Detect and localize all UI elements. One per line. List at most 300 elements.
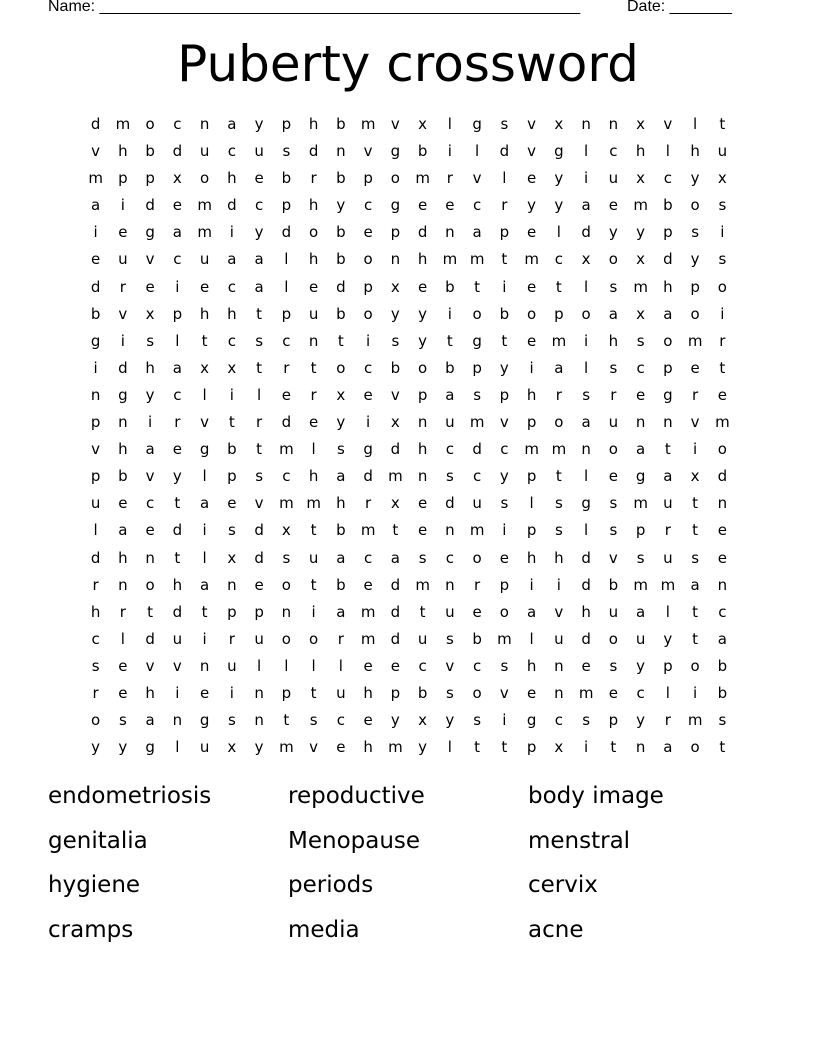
grid-cell[interactable]: y: [118, 738, 128, 757]
grid-cell[interactable]: c: [500, 440, 509, 459]
grid-cell[interactable]: l: [529, 629, 534, 648]
grid-cell[interactable]: h: [608, 331, 619, 350]
grid-cell[interactable]: a: [91, 196, 101, 215]
grid-cell[interactable]: m: [469, 413, 485, 432]
grid-cell[interactable]: a: [581, 413, 591, 432]
grid-cell[interactable]: x: [636, 169, 646, 188]
grid-cell[interactable]: v: [200, 413, 210, 432]
grid-cell[interactable]: y: [336, 196, 346, 215]
grid-cell[interactable]: n: [581, 440, 591, 459]
grid-cell[interactable]: o: [690, 196, 700, 215]
grid-cell[interactable]: u: [254, 629, 264, 648]
grid-cell[interactable]: d: [581, 223, 591, 242]
grid-cell[interactable]: i: [447, 142, 452, 161]
grid-cell[interactable]: t: [256, 440, 263, 459]
grid-cell[interactable]: d: [581, 575, 591, 594]
grid-cell[interactable]: r: [174, 413, 181, 432]
grid-cell[interactable]: u: [608, 413, 619, 432]
grid-cell[interactable]: e: [418, 196, 428, 215]
grid-cell[interactable]: a: [445, 385, 455, 404]
grid-cell[interactable]: y: [445, 711, 455, 730]
grid-cell[interactable]: p: [663, 223, 673, 242]
grid-cell[interactable]: n: [635, 738, 646, 757]
grid-cell[interactable]: p: [227, 467, 237, 486]
grid-cell[interactable]: b: [281, 169, 292, 188]
grid-cell[interactable]: n: [281, 602, 292, 621]
grid-cell[interactable]: a: [200, 494, 210, 513]
grid-cell[interactable]: c: [227, 277, 236, 296]
grid-cell[interactable]: u: [118, 250, 128, 269]
grid-cell[interactable]: p: [90, 413, 101, 432]
grid-cell[interactable]: h: [690, 142, 700, 161]
grid-cell[interactable]: x: [636, 250, 646, 269]
grid-cell[interactable]: v: [172, 656, 182, 675]
grid-cell[interactable]: u: [717, 142, 728, 161]
grid-cell[interactable]: e: [636, 385, 646, 404]
grid-cell[interactable]: t: [201, 331, 208, 350]
grid-cell[interactable]: a: [472, 223, 482, 242]
grid-cell[interactable]: x: [390, 277, 400, 296]
grid-cell[interactable]: c: [146, 494, 155, 513]
grid-cell[interactable]: m: [279, 494, 294, 513]
grid-cell[interactable]: g: [663, 385, 673, 404]
grid-cell[interactable]: d: [499, 142, 510, 161]
grid-cell[interactable]: i: [93, 223, 98, 242]
grid-cell[interactable]: a: [690, 575, 700, 594]
grid-cell[interactable]: h: [526, 548, 537, 567]
grid-cell[interactable]: s: [609, 656, 618, 675]
grid-cell[interactable]: l: [175, 738, 180, 757]
grid-cell[interactable]: r: [256, 413, 263, 432]
grid-cell[interactable]: m: [497, 629, 512, 648]
grid-cell[interactable]: b: [417, 142, 428, 161]
grid-cell[interactable]: m: [551, 440, 567, 459]
grid-cell[interactable]: l: [502, 169, 507, 188]
grid-cell[interactable]: u: [172, 629, 183, 648]
grid-cell[interactable]: u: [199, 142, 210, 161]
grid-cell[interactable]: o: [418, 358, 428, 377]
grid-cell[interactable]: c: [364, 548, 373, 567]
grid-cell[interactable]: r: [337, 629, 344, 648]
grid-cell[interactable]: n: [554, 656, 564, 675]
grid-cell[interactable]: h: [90, 602, 101, 621]
grid-cell[interactable]: n: [417, 467, 428, 486]
grid-cell[interactable]: x: [636, 304, 646, 323]
grid-cell[interactable]: c: [663, 169, 672, 188]
grid-cell[interactable]: h: [145, 358, 155, 377]
grid-cell[interactable]: x: [717, 169, 727, 188]
grid-cell[interactable]: b: [717, 656, 728, 675]
grid-cell[interactable]: v: [499, 413, 509, 432]
grid-cell[interactable]: x: [554, 738, 564, 757]
grid-cell[interactable]: p: [145, 169, 155, 188]
grid-cell[interactable]: n: [227, 575, 237, 594]
grid-cell[interactable]: s: [336, 440, 345, 459]
grid-cell[interactable]: v: [390, 115, 400, 133]
grid-cell[interactable]: i: [584, 169, 589, 188]
grid-cell[interactable]: b: [336, 304, 346, 323]
grid-cell[interactable]: g: [199, 711, 210, 730]
grid-cell[interactable]: y: [663, 629, 673, 648]
grid-cell[interactable]: b: [145, 142, 155, 161]
grid-cell[interactable]: s: [691, 548, 700, 567]
grid-cell[interactable]: o: [608, 629, 618, 648]
grid-cell[interactable]: p: [526, 738, 537, 757]
grid-cell[interactable]: r: [92, 575, 99, 594]
grid-cell[interactable]: r: [664, 521, 671, 540]
grid-cell[interactable]: i: [529, 358, 534, 377]
grid-cell[interactable]: b: [336, 575, 346, 594]
grid-cell[interactable]: i: [229, 385, 234, 404]
grid-cell[interactable]: y: [336, 413, 346, 432]
grid-cell[interactable]: t: [174, 494, 181, 513]
grid-cell[interactable]: x: [554, 115, 564, 133]
grid-cell[interactable]: o: [608, 440, 618, 459]
grid-cell[interactable]: n: [336, 142, 346, 161]
grid-cell[interactable]: d: [145, 196, 155, 215]
grid-cell[interactable]: d: [172, 142, 183, 161]
grid-cell[interactable]: l: [529, 494, 534, 513]
grid-cell[interactable]: p: [417, 385, 428, 404]
grid-cell[interactable]: b: [445, 277, 455, 296]
grid-cell[interactable]: o: [145, 115, 155, 133]
grid-cell[interactable]: i: [366, 331, 371, 350]
grid-cell[interactable]: d: [390, 629, 401, 648]
grid-cell[interactable]: t: [174, 548, 181, 567]
grid-cell[interactable]: h: [199, 304, 210, 323]
grid-cell[interactable]: y: [499, 358, 509, 377]
grid-cell[interactable]: c: [554, 711, 563, 730]
grid-cell[interactable]: p: [281, 115, 292, 133]
grid-cell[interactable]: p: [499, 575, 510, 594]
grid-cell[interactable]: e: [690, 358, 700, 377]
grid-cell[interactable]: y: [636, 656, 646, 675]
grid-cell[interactable]: e: [418, 494, 428, 513]
grid-cell[interactable]: p: [172, 304, 183, 323]
grid-cell[interactable]: x: [390, 413, 400, 432]
grid-cell[interactable]: u: [608, 602, 619, 621]
grid-cell[interactable]: v: [254, 494, 264, 513]
grid-cell[interactable]: m: [415, 575, 430, 594]
grid-cell[interactable]: u: [445, 602, 455, 621]
grid-cell[interactable]: i: [584, 331, 589, 350]
grid-cell[interactable]: n: [717, 494, 728, 513]
grid-cell[interactable]: s: [609, 521, 618, 540]
grid-cell[interactable]: p: [254, 602, 264, 621]
grid-cell[interactable]: p: [472, 358, 482, 377]
grid-cell[interactable]: p: [690, 277, 700, 296]
grid-cell[interactable]: m: [551, 331, 567, 350]
grid-cell[interactable]: c: [636, 683, 645, 702]
grid-cell[interactable]: t: [692, 521, 699, 540]
grid-cell[interactable]: r: [610, 385, 617, 404]
grid-cell[interactable]: y: [636, 223, 646, 242]
grid-cell[interactable]: d: [227, 196, 237, 215]
grid-cell[interactable]: h: [363, 683, 373, 702]
grid-cell[interactable]: i: [175, 683, 180, 702]
grid-cell[interactable]: x: [227, 548, 237, 567]
grid-cell[interactable]: c: [364, 196, 373, 215]
grid-cell[interactable]: e: [527, 169, 537, 188]
grid-cell[interactable]: n: [635, 413, 646, 432]
grid-cell[interactable]: h: [554, 548, 564, 567]
grid-cell[interactable]: n: [663, 413, 673, 432]
grid-cell[interactable]: g: [390, 142, 401, 161]
grid-cell[interactable]: h: [227, 169, 237, 188]
grid-cell[interactable]: o: [281, 575, 291, 594]
grid-cell[interactable]: s: [309, 711, 318, 730]
grid-cell[interactable]: l: [257, 656, 262, 675]
grid-cell[interactable]: a: [717, 629, 727, 648]
grid-cell[interactable]: b: [336, 223, 346, 242]
grid-cell[interactable]: y: [690, 250, 700, 269]
grid-cell[interactable]: x: [636, 115, 646, 133]
grid-cell[interactable]: b: [336, 169, 346, 188]
grid-cell[interactable]: l: [556, 223, 561, 242]
grid-cell[interactable]: h: [663, 277, 673, 296]
grid-cell[interactable]: a: [663, 467, 673, 486]
grid-cell[interactable]: y: [390, 711, 400, 730]
grid-cell[interactable]: g: [363, 440, 373, 459]
grid-cell[interactable]: p: [526, 413, 537, 432]
grid-cell[interactable]: a: [254, 277, 264, 296]
grid-cell[interactable]: h: [417, 250, 428, 269]
grid-cell[interactable]: p: [554, 304, 564, 323]
grid-cell[interactable]: a: [145, 440, 155, 459]
grid-cell[interactable]: x: [281, 521, 291, 540]
grid-cell[interactable]: m: [524, 250, 539, 269]
grid-cell[interactable]: m: [197, 196, 212, 215]
grid-cell[interactable]: n: [390, 250, 401, 269]
grid-cell[interactable]: i: [202, 521, 207, 540]
grid-cell[interactable]: o: [91, 711, 101, 730]
grid-cell[interactable]: y: [608, 223, 618, 242]
grid-cell[interactable]: s: [118, 711, 127, 730]
grid-cell[interactable]: l: [447, 115, 452, 133]
grid-cell[interactable]: d: [663, 250, 673, 269]
grid-cell[interactable]: y: [254, 223, 264, 242]
grid-cell[interactable]: i: [502, 521, 507, 540]
grid-cell[interactable]: a: [554, 358, 564, 377]
grid-cell[interactable]: c: [282, 467, 291, 486]
grid-cell[interactable]: g: [118, 385, 128, 404]
grid-cell[interactable]: d: [581, 548, 591, 567]
grid-cell[interactable]: n: [717, 575, 728, 594]
grid-cell[interactable]: o: [309, 629, 319, 648]
grid-cell[interactable]: o: [363, 250, 373, 269]
grid-cell[interactable]: e: [309, 277, 319, 296]
grid-cell[interactable]: c: [473, 196, 482, 215]
grid-cell[interactable]: d: [363, 467, 373, 486]
grid-cell[interactable]: e: [717, 385, 727, 404]
grid-cell[interactable]: s: [146, 331, 155, 350]
grid-cell[interactable]: l: [284, 656, 289, 675]
grid-cell[interactable]: u: [472, 494, 482, 513]
grid-cell[interactable]: b: [336, 250, 346, 269]
grid-cell[interactable]: s: [554, 521, 563, 540]
grid-cell[interactable]: c: [255, 196, 264, 215]
grid-cell[interactable]: o: [717, 440, 727, 459]
grid-cell[interactable]: t: [501, 331, 508, 350]
grid-cell[interactable]: g: [472, 331, 482, 350]
grid-cell[interactable]: m: [197, 223, 212, 242]
grid-cell[interactable]: s: [500, 115, 509, 133]
grid-cell[interactable]: l: [584, 142, 589, 161]
grid-cell[interactable]: a: [227, 250, 237, 269]
grid-cell[interactable]: t: [446, 331, 453, 350]
grid-cell[interactable]: v: [554, 602, 564, 621]
grid-cell[interactable]: u: [308, 548, 319, 567]
grid-cell[interactable]: e: [91, 250, 101, 269]
grid-cell[interactable]: o: [499, 602, 509, 621]
grid-cell[interactable]: y: [145, 385, 155, 404]
grid-cell[interactable]: e: [499, 548, 509, 567]
grid-cell[interactable]: x: [418, 711, 428, 730]
grid-cell[interactable]: i: [447, 304, 452, 323]
grid-cell[interactable]: g: [581, 494, 591, 513]
grid-cell[interactable]: p: [663, 358, 673, 377]
grid-cell[interactable]: y: [418, 331, 428, 350]
grid-cell[interactable]: l: [284, 277, 289, 296]
grid-cell[interactable]: t: [692, 629, 699, 648]
grid-cell[interactable]: a: [390, 548, 400, 567]
grid-cell[interactable]: i: [720, 223, 725, 242]
grid-cell[interactable]: x: [690, 467, 700, 486]
grid-cell[interactable]: s: [227, 711, 236, 730]
grid-cell[interactable]: l: [202, 467, 207, 486]
grid-cell[interactable]: a: [172, 223, 182, 242]
grid-cell[interactable]: m: [687, 331, 703, 350]
grid-cell[interactable]: s: [609, 494, 618, 513]
grid-cell[interactable]: s: [691, 223, 700, 242]
grid-cell[interactable]: i: [229, 223, 234, 242]
grid-cell[interactable]: u: [663, 548, 673, 567]
grid-cell[interactable]: l: [665, 602, 670, 621]
grid-cell[interactable]: t: [474, 277, 481, 296]
grid-cell[interactable]: a: [581, 196, 591, 215]
grid-cell[interactable]: c: [227, 331, 236, 350]
grid-cell[interactable]: u: [608, 169, 619, 188]
grid-cell[interactable]: h: [118, 548, 128, 567]
grid-cell[interactable]: v: [445, 656, 455, 675]
grid-cell[interactable]: m: [279, 440, 294, 459]
grid-cell[interactable]: m: [360, 602, 376, 621]
grid-cell[interactable]: d: [390, 440, 401, 459]
grid-cell[interactable]: n: [199, 656, 210, 675]
grid-cell[interactable]: o: [336, 358, 346, 377]
grid-cell[interactable]: c: [554, 250, 563, 269]
grid-cell[interactable]: s: [91, 656, 100, 675]
grid-cell[interactable]: t: [501, 250, 508, 269]
grid-cell[interactable]: r: [446, 169, 453, 188]
grid-cell[interactable]: g: [390, 196, 401, 215]
grid-cell[interactable]: y: [554, 169, 564, 188]
grid-cell[interactable]: r: [310, 385, 317, 404]
grid-cell[interactable]: p: [281, 304, 292, 323]
grid-cell[interactable]: s: [636, 331, 645, 350]
date-field[interactable]: Date: _______: [627, 0, 732, 15]
grid-cell[interactable]: p: [281, 196, 292, 215]
grid-cell[interactable]: b: [336, 115, 346, 133]
grid-cell[interactable]: e: [445, 196, 455, 215]
grid-cell[interactable]: m: [633, 196, 648, 215]
grid-cell[interactable]: h: [363, 738, 373, 757]
grid-cell[interactable]: c: [173, 250, 182, 269]
grid-cell[interactable]: c: [173, 115, 182, 133]
grid-cell[interactable]: l: [584, 467, 589, 486]
grid-cell[interactable]: x: [172, 169, 182, 188]
grid-cell[interactable]: e: [527, 683, 537, 702]
grid-cell[interactable]: n: [308, 331, 319, 350]
grid-cell[interactable]: d: [90, 115, 101, 133]
grid-cell[interactable]: n: [254, 711, 264, 730]
grid-cell[interactable]: t: [664, 440, 671, 459]
grid-cell[interactable]: b: [390, 358, 401, 377]
grid-cell[interactable]: p: [526, 467, 537, 486]
grid-cell[interactable]: i: [93, 358, 98, 377]
grid-cell[interactable]: d: [445, 494, 455, 513]
grid-cell[interactable]: t: [610, 738, 617, 757]
grid-cell[interactable]: l: [447, 738, 452, 757]
grid-cell[interactable]: d: [118, 358, 128, 377]
grid-cell[interactable]: s: [609, 277, 618, 296]
grid-cell[interactable]: e: [418, 277, 428, 296]
grid-cell[interactable]: i: [556, 575, 561, 594]
grid-cell[interactable]: m: [660, 575, 676, 594]
grid-cell[interactable]: e: [717, 548, 727, 567]
grid-cell[interactable]: u: [663, 494, 673, 513]
grid-cell[interactable]: a: [336, 467, 346, 486]
grid-cell[interactable]: x: [145, 304, 155, 323]
grid-cell[interactable]: b: [499, 304, 510, 323]
grid-cell[interactable]: n: [554, 683, 564, 702]
grid-cell[interactable]: y: [172, 467, 182, 486]
grid-cell[interactable]: h: [308, 467, 319, 486]
grid-cell[interactable]: s: [718, 250, 727, 269]
grid-cell[interactable]: a: [172, 358, 182, 377]
grid-cell[interactable]: t: [719, 738, 726, 757]
grid-cell[interactable]: o: [690, 738, 700, 757]
grid-cell[interactable]: t: [692, 602, 699, 621]
grid-cell[interactable]: p: [635, 521, 646, 540]
grid-cell[interactable]: o: [390, 169, 400, 188]
grid-cell[interactable]: p: [390, 223, 401, 242]
grid-cell[interactable]: h: [172, 575, 183, 594]
grid-cell[interactable]: s: [554, 494, 563, 513]
grid-cell[interactable]: v: [527, 115, 537, 133]
grid-cell[interactable]: m: [469, 250, 485, 269]
grid-cell[interactable]: l: [665, 142, 670, 161]
grid-cell[interactable]: t: [719, 115, 726, 133]
grid-cell[interactable]: p: [227, 602, 237, 621]
grid-cell[interactable]: i: [175, 277, 180, 296]
grid-cell[interactable]: d: [145, 629, 155, 648]
grid-cell[interactable]: a: [636, 440, 646, 459]
grid-cell[interactable]: r: [119, 602, 126, 621]
grid-cell[interactable]: y: [499, 467, 509, 486]
grid-cell[interactable]: i: [202, 629, 207, 648]
grid-cell[interactable]: l: [311, 440, 316, 459]
grid-cell[interactable]: h: [581, 602, 591, 621]
grid-cell[interactable]: c: [227, 142, 236, 161]
grid-cell[interactable]: c: [418, 656, 427, 675]
grid-cell[interactable]: i: [311, 602, 316, 621]
grid-cell[interactable]: e: [363, 385, 373, 404]
grid-cell[interactable]: c: [473, 656, 482, 675]
grid-cell[interactable]: y: [527, 196, 537, 215]
grid-cell[interactable]: c: [636, 358, 645, 377]
grid-cell[interactable]: d: [390, 575, 401, 594]
